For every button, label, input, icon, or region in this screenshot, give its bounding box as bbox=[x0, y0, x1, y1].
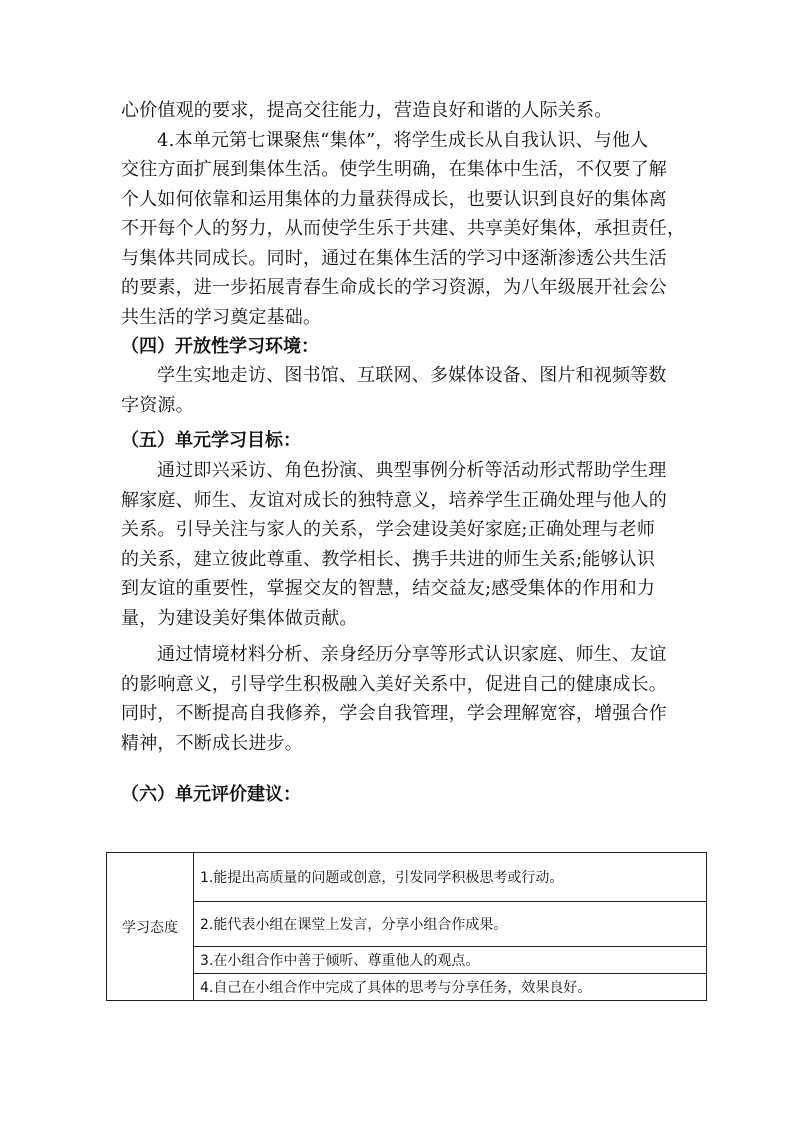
section5-paragraph-2 bbox=[121, 640, 681, 758]
text-line: 字资源。 bbox=[121, 394, 194, 416]
text-line: 通过即兴采访、角色扮演、典型事例分析等活动形式帮助学生理 bbox=[157, 460, 667, 481]
table-row bbox=[107, 853, 707, 902]
text-line: 个人如何依靠和运用集体的力量获得成长，也要认识到良好的集体离 bbox=[121, 188, 667, 210]
criteria-cell: 1.能提出高质量的问题或创意，引发同学积极思考或行动。 bbox=[194, 853, 707, 902]
criteria-cell: 3.在小组合作中善于倾听、尊重他人的观点。 bbox=[194, 947, 707, 974]
section5-paragraph-1 bbox=[121, 456, 681, 633]
text-line: 4.本单元第七课聚焦“集体”，将学生成长从自我认识、与他人 bbox=[157, 129, 649, 151]
text-line: 交往方面扩展到集体生活。使学生明确，在集体中生活，不仅要了解 bbox=[121, 159, 667, 180]
text-line: 共生活的学习奠定基础。 bbox=[121, 306, 322, 328]
table-row bbox=[107, 902, 707, 947]
text-line: 量，为建设美好集体做贡献。 bbox=[121, 607, 358, 629]
text-line: 的影响意义，引导学生积极融入美好关系中，促进自己的健康成长。 bbox=[121, 673, 667, 695]
table-row bbox=[107, 947, 707, 974]
section4-heading: （四）开放性学习环境： bbox=[121, 336, 319, 357]
text-line: 精神，不断成长进步。 bbox=[121, 732, 303, 754]
criteria-cell: 4.自己在小组合作中完成了具体的思考与分享任务，效果良好。 bbox=[194, 974, 707, 1001]
section5-heading: （五）单元学习目标： bbox=[121, 430, 301, 451]
text-line: 心价值观的要求，提高交往能力，营造良好和谐的人际关系。 bbox=[121, 100, 613, 121]
text-line: 同时，不断提高自我修养，学会自我管理，学会理解宽容，增强合作 bbox=[121, 703, 667, 724]
text-line: 不开每个人的努力，从而使学生乐于共建、共享美好集体，承担责任， bbox=[121, 218, 686, 239]
text-line: 的要素，进一步拓展青春生命成长的学习资源，为八年级展开社会公 bbox=[121, 277, 667, 298]
text-line: 的关系，建立彼此尊重、教学相长、携手共进的师生关系;能够认识 bbox=[121, 548, 656, 570]
section6-heading: （六）单元评价建议： bbox=[121, 784, 301, 805]
criteria-cell: 2.能代表小组在课堂上发言，分享小组合作成果。 bbox=[194, 902, 707, 947]
text-line: 解家庭、师生、友谊对成长的独特意义，培养学生正确处理与他人的 bbox=[121, 489, 667, 511]
category-cell: 学习态度 bbox=[107, 853, 194, 1001]
text-line: 学生实地走访、图书馆、互联网、多媒体设备、图片和视频等数 bbox=[157, 365, 667, 386]
section3-paragraph bbox=[121, 96, 686, 332]
evaluation-table bbox=[106, 852, 707, 1001]
text-line: 通过情境材料分析、亲身经历分享等形式认识家庭、师生、友谊 bbox=[157, 644, 667, 665]
section4-paragraph bbox=[121, 361, 681, 420]
table-row bbox=[107, 974, 707, 1001]
text-line: 关系。引导关注与家人的关系，学会建设美好家庭;正确处理与老师 bbox=[121, 519, 656, 540]
text-line: 到友谊的重要性，掌握交友的智慧，结交益友;感受集体的作用和力 bbox=[121, 578, 656, 599]
text-line: 与集体共同成长。同时，通过在集体生活的学习中逐渐渗透公共生活 bbox=[121, 247, 667, 269]
